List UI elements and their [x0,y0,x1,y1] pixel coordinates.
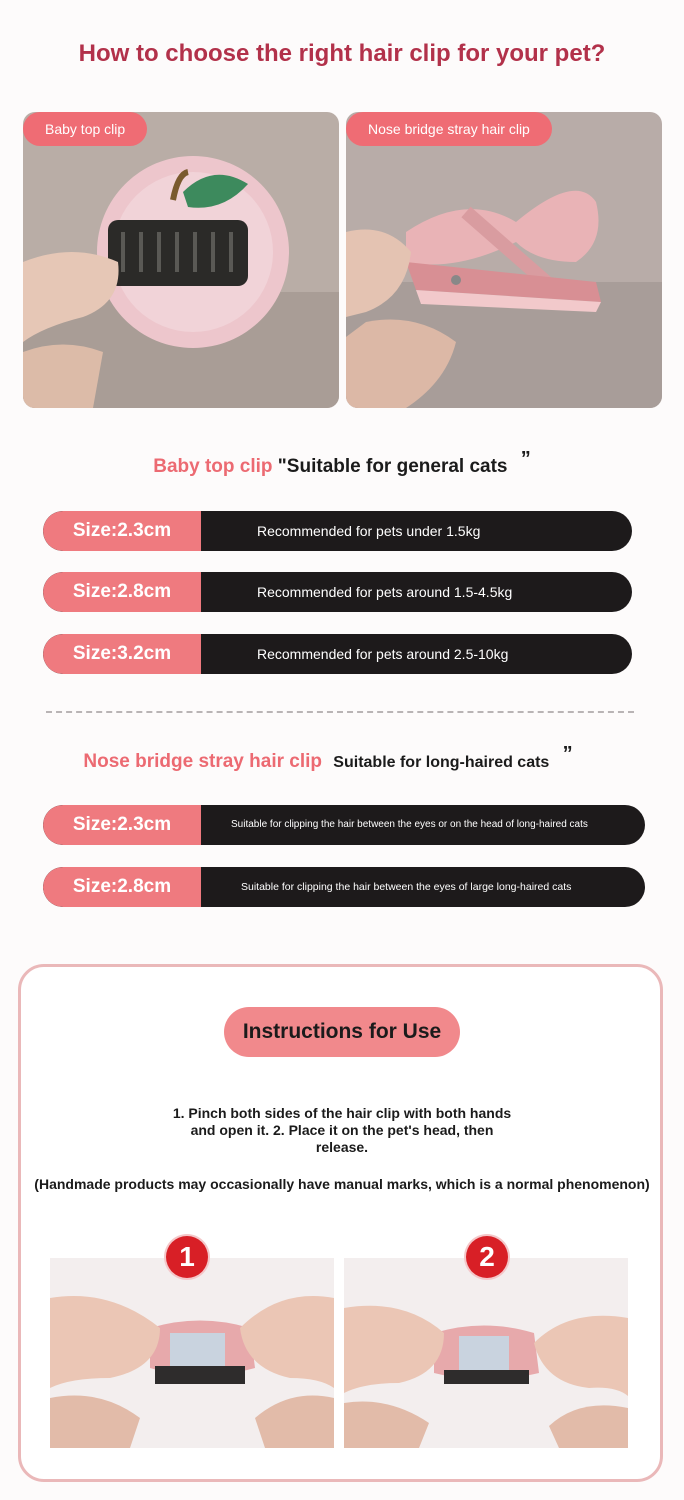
step-1-photo [50,1258,334,1448]
size-label: Size:2.8cm [43,867,201,907]
nose-clip-close-quote: ” [562,743,573,765]
baby-clip-close-quote: ” [520,448,531,470]
nose-bridge-clip-photo [346,112,662,408]
photo-tag-baby-top-clip: Baby top clip [23,112,147,146]
baby-clip-section-heading [0,448,684,479]
section-divider [46,711,634,713]
step-1-illustration [50,1258,334,1448]
nose-size-row [43,805,645,845]
size-recommendation: Suitable for clipping the hair between the eyes of large long-haired cats [241,881,572,893]
photo-tag-nose-bridge-clip: Nose bridge stray hair clip [346,112,552,146]
step-2-illustration [344,1258,628,1448]
nose-clip-name: Nose bridge stray hair clip [83,751,323,772]
nose-clip-section-heading [0,743,670,774]
instructions-title: Instructions for Use [224,1007,460,1057]
size-recommendation: Recommended for pets under 1.5kg [257,523,481,539]
step-2-badge: 2 [466,1236,508,1278]
nose-bridge-clip-illustration [346,112,662,408]
nose-size-row [43,867,645,907]
baby-top-clip-illustration [23,112,339,408]
step-2-photo [344,1258,628,1448]
baby-top-clip-photo [23,112,339,408]
step-1-badge: 1 [166,1236,208,1278]
handmade-note: (Handmade products may occasionally have manual marks, which is a normal phenomenon) [34,1176,650,1192]
size-label: Size:2.8cm [43,572,201,612]
size-label: Size:2.3cm [43,511,201,551]
baby-clip-suitability: "Suitable for general cats [277,456,508,477]
size-recommendation: Recommended for pets around 2.5-10kg [257,646,509,662]
baby-size-row [43,634,632,674]
baby-size-row [43,511,632,551]
nose-clip-suitability: Suitable for long-haired cats [333,754,550,771]
baby-clip-name: Baby top clip [153,456,273,477]
size-label: Size:3.2cm [43,634,201,674]
size-recommendation: Suitable for clipping the hair between the eyes or on the head of long-haired cats [231,819,588,830]
page-title: How to choose the right hair clip for your pet? [78,40,606,67]
baby-size-row [43,572,632,612]
size-recommendation: Recommended for pets around 1.5-4.5kg [257,584,513,600]
size-label: Size:2.3cm [43,805,201,845]
instructions-steps: 1. Pinch both sides of the hair clip with both hands and open it. 2. Place it on the pet's head, then release. [172,1105,512,1155]
